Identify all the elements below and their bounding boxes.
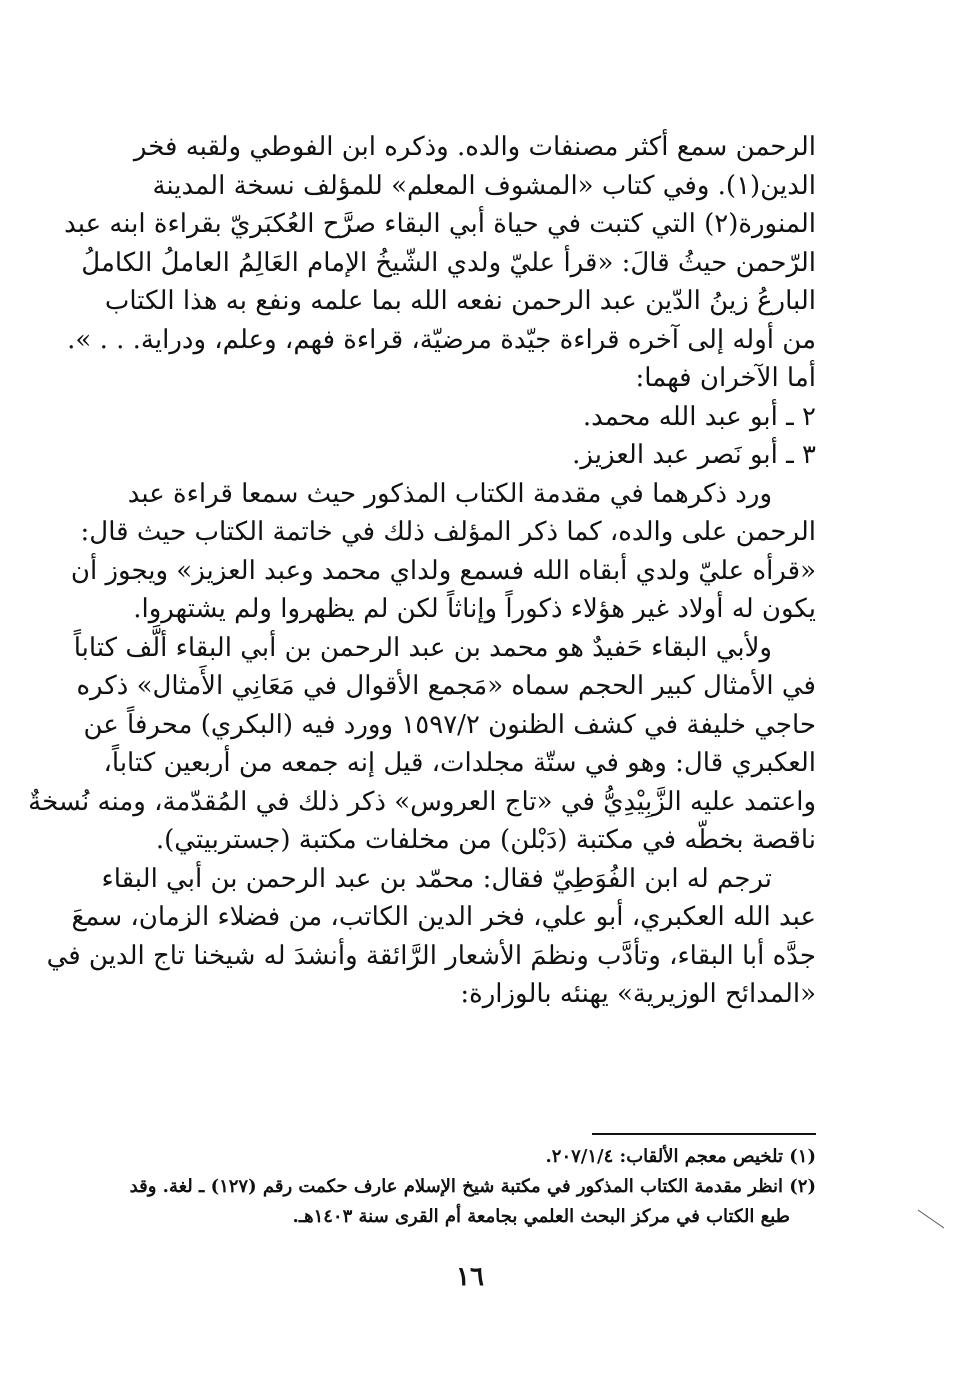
- list-item-3: ٣ ـ أبو نَصر عبد العزيز.: [572, 440, 816, 470]
- text-line: ولأبي البقاء حَفيدٌ هو محمد بن عبد الرحمن بن أبي البقاء ألَّف كتاباً: [73, 632, 772, 663]
- text-line: الرحمن على والده، كما ذكر المؤلف ذلك في خاتمة الكتاب حيث قال:: [80, 517, 816, 547]
- paragraph-2: [70, 475, 816, 629]
- text-line: عبد الله العكبري، أبو علي، فخر الدين الكاتب، من فضلاء الزمان، سمعَ: [71, 902, 816, 932]
- text-line: ناقصة بخطّه في مكتبة (دَبْلن) من مخلفات مكتبة (جستربيتي).: [155, 825, 816, 855]
- list-item-2: ٢ ـ أبو عبد الله محمد.: [582, 401, 816, 432]
- page-number: ١٦: [456, 1262, 484, 1292]
- footnotes: [116, 1142, 816, 1232]
- text-line: «قرأه عليّ ولدي أبقاه الله فسمع ولداي محمد وعبد العزيز» ويجوز أن: [70, 555, 816, 586]
- paragraph-3: [28, 629, 816, 860]
- main-text: [28, 128, 816, 1014]
- text-line: في الأمثال كبير الحجم سماه «مَجمع الأقوال في مَعَانِي الأَمثال» ذكره: [76, 671, 816, 701]
- footnote-2-continued: طبع الكتاب في مركز البحث العلمي بجامعة أم القرى سنة ١٤٠٣هـ.: [292, 1206, 790, 1227]
- text-line: المنورة(٢) التي كتبت في حياة أبي البقاء صرَّح العُكبَريّ بقراءة ابنه عبد: [64, 209, 816, 239]
- footnote-divider: [592, 1133, 816, 1135]
- text-line: أما الآخران فهما:: [635, 363, 816, 393]
- text-line: الدين(١). وفي كتاب «المشوف المعلم» للمؤلف نسخة المدينة: [152, 170, 816, 201]
- text-line: ترجم له ابن الفُوَطِيّ فقال: محمّد بن عبد الرحمن بن أبي البقاء: [101, 863, 772, 894]
- text-line: الرّحمن حيثُ قالَ: «قرأ عليّ ولدي الشّيخُ الإمام العَالِمُ العاملُ الكاملُ: [81, 247, 816, 278]
- scan-edge-mark: [918, 1210, 958, 1240]
- text-line: العكبري قال: وهو في ستّة مجلدات، قيل إنه جمعه من أربعين كتاباً،: [103, 748, 816, 778]
- text-line: الرحمن سمع أكثر مصنفات والده. وذكره ابن الفوطي ولقبه فخر: [133, 132, 816, 162]
- text-line: «المدائح الوزيرية» يهنئه بالوزارة:: [460, 979, 816, 1009]
- text-line: جدَّه أبا البقاء، وتأدَّب ونظمَ الأشعار الرَّائقة وأنشدَ له شيخنا تاج الدين في: [46, 940, 816, 971]
- footnote-1: (١) تلخيص معجم الألقاب: ٢٠٧/١/٤.: [545, 1146, 816, 1167]
- text-line: البارعُ زينُ الدّين عبد الرحمن نفعه الله بما علمه ونفع به هذا الكتاب: [104, 286, 816, 316]
- text-line: يكون له أولاد غير هؤلاء ذكوراً وإناثاً لكن لم يظهروا ولم يشتهروا.: [133, 594, 816, 624]
- text-line: من أوله إلى آخره قراءة جيّدة مرضيّة، قراءة فهم، وعلم، ودراية. . . ».: [67, 324, 816, 355]
- paragraph-4: [46, 860, 816, 1014]
- footnote-2: (٢) انظر مقدمة الكتاب المذكور في مكتبة شيخ الإسلام عارف حكمت رقم (١٢٧) ـ لغة. وقد: [129, 1176, 816, 1197]
- text-line: حاجي خليفة في كشف الظنون ١٥٩٧/٢ وورد فيه (البكري) محرفاً عن: [83, 709, 816, 740]
- paragraph-1: [64, 128, 816, 475]
- text-line: ورد ذكرهما في مقدمة الكتاب المذكور حيث سمعا قراءة عبد: [127, 478, 772, 509]
- text-line: واعتمد عليه الزَّبِيْدِيُّ في «تاج العروس» ذكر ذلك في المُقدّمة، ومنه نُسخةٌ: [28, 786, 816, 817]
